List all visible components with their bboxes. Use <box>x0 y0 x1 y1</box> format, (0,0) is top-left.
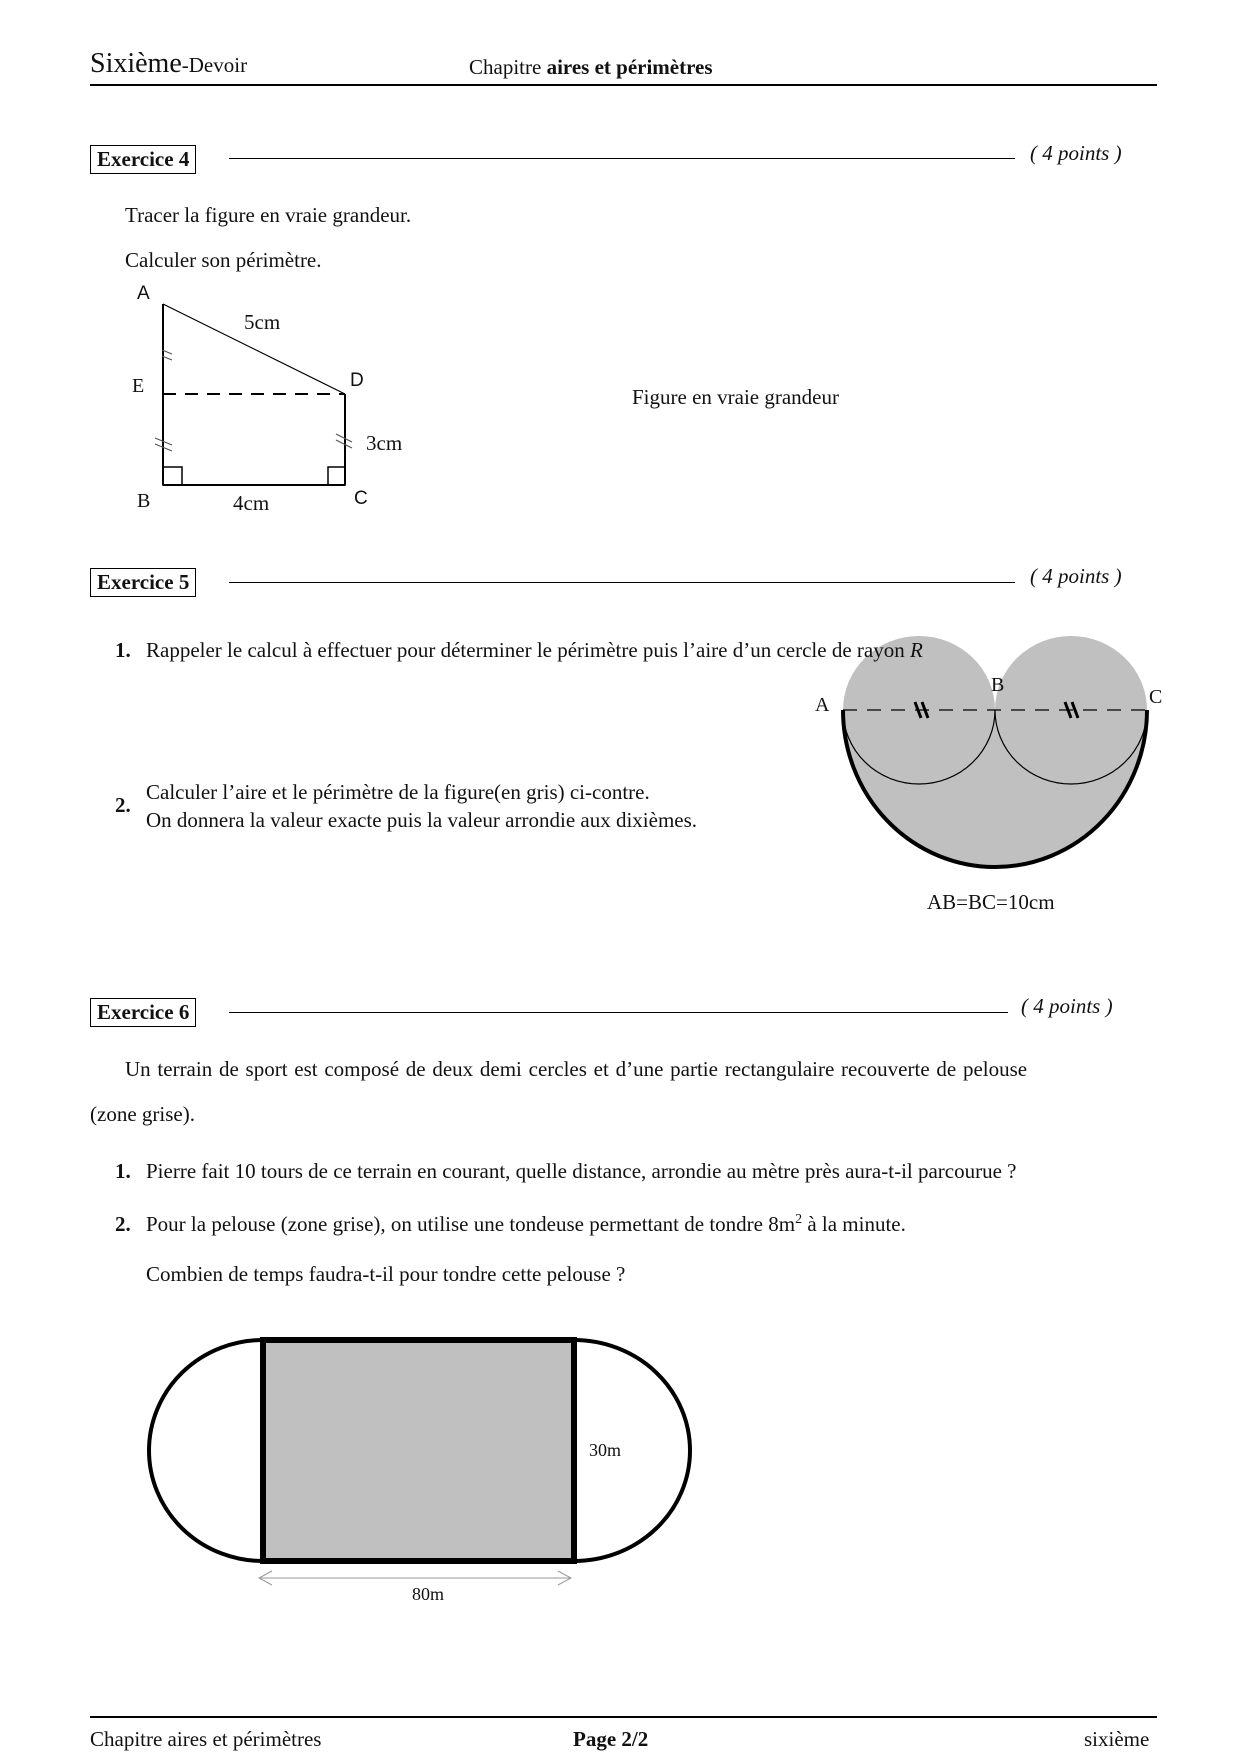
gray-region <box>843 636 1147 867</box>
ex5-q1-text <box>146 638 923 663</box>
ex5-label-c: C <box>1149 686 1163 708</box>
footer-left: Chapitre aires et périmètres <box>90 1727 322 1751</box>
ex6-length-label: 80m <box>412 1584 445 1604</box>
length-ad: 5cm <box>244 310 281 334</box>
label-c: C <box>354 488 368 509</box>
length-dc: 3cm <box>366 431 403 455</box>
ex5-caption: AB=BC=10cm <box>927 890 1055 914</box>
exercise-5-title: Exercice 5 <box>90 568 196 597</box>
header-type: -Devoir <box>181 53 248 77</box>
header-chapter-title: aires et périmètres <box>546 55 713 79</box>
exercise-4-points: ( 4 points ) <box>1030 141 1122 165</box>
exercise-5-figure <box>843 636 1147 867</box>
footer-rule <box>90 1716 1157 1718</box>
ex5-label-a: A <box>815 694 830 716</box>
lawn-rectangle <box>263 1340 574 1561</box>
right-angle-b <box>163 467 182 485</box>
exercise-6-figure <box>149 1340 690 1585</box>
label-d: D <box>350 370 364 391</box>
ex6-width-label: 30m <box>589 1440 622 1460</box>
header-chapter-prefix: Chapitre <box>469 55 542 79</box>
label-e: E <box>132 375 145 397</box>
ex5-q1-number: 1. <box>115 638 131 662</box>
ex6-q1-number: 1. <box>115 1159 131 1183</box>
exercise-4-title: Exercice 4 <box>90 145 196 174</box>
ex6-q2-exponent: 2 <box>795 1212 803 1227</box>
header-level: Sixième <box>90 48 182 79</box>
length-arrow <box>259 1571 571 1585</box>
ex6-q2-line-2: Combien de temps faudra-t-il pour tondre cette pelouse ? <box>146 1262 626 1286</box>
ex5-q1-variable: R <box>909 638 923 662</box>
exercise-5-points: ( 4 points ) <box>1030 564 1122 588</box>
exercise-4-instruction-2: Calculer son périmètre. <box>125 248 322 272</box>
ex6-q2-number: 2. <box>115 1212 131 1236</box>
ex6-q2-post: à la minute. <box>802 1212 906 1236</box>
exercise-5-rule <box>229 582 1015 583</box>
ex6-q2-pre: Pour la pelouse (zone grise), on utilise une tondeuse permettant de tondre 8m <box>146 1212 796 1236</box>
label-b: B <box>137 490 151 512</box>
exercise-6-title: Exercice 6 <box>90 998 196 1027</box>
footer-page-number: Page 2/2 <box>573 1727 649 1751</box>
footer-right: sixième <box>1084 1727 1150 1751</box>
ex6-intro-line-1: Un terrain de sport est composé de deux demi cercles et d’une partie rectangulaire recouverte de pelouse <box>125 1057 1028 1081</box>
left-semicircle <box>149 1340 263 1561</box>
ex5-label-b: B <box>991 674 1005 696</box>
label-a: A <box>137 283 150 304</box>
exercise-6-rule <box>229 1012 1008 1013</box>
length-bc: 4cm <box>233 491 270 515</box>
ex5-q1-body: Rappeler le calcul à effectuer pour déterminer le périmètre puis l’aire d’un cercle de rayon <box>146 638 910 662</box>
ex6-intro-line-2: (zone grise). <box>90 1102 195 1126</box>
right-angle-c <box>328 467 345 485</box>
ex6-q2-text <box>146 1212 906 1237</box>
ex5-q2-line-1: Calculer l’aire et le périmètre de la figure(en gris) ci-contre. <box>146 780 650 804</box>
equal-marks <box>155 350 352 451</box>
ex6-q1-text: Pierre fait 10 tours de ce terrain en courant, quelle distance, arrondie au mètre près aura-t-il parcourue ? <box>146 1159 1017 1183</box>
exercise-4-answer-label: Figure en vraie grandeur <box>632 385 839 409</box>
exercise-6-points: ( 4 points ) <box>1021 994 1113 1018</box>
ex5-q2-number: 2. <box>115 793 131 817</box>
exercise-4-instruction-1: Tracer la figure en vraie grandeur. <box>125 203 412 227</box>
ex5-q2-line-2: On donnera la valeur exacte puis la valeur arrondie aux dixièmes. <box>146 808 698 832</box>
